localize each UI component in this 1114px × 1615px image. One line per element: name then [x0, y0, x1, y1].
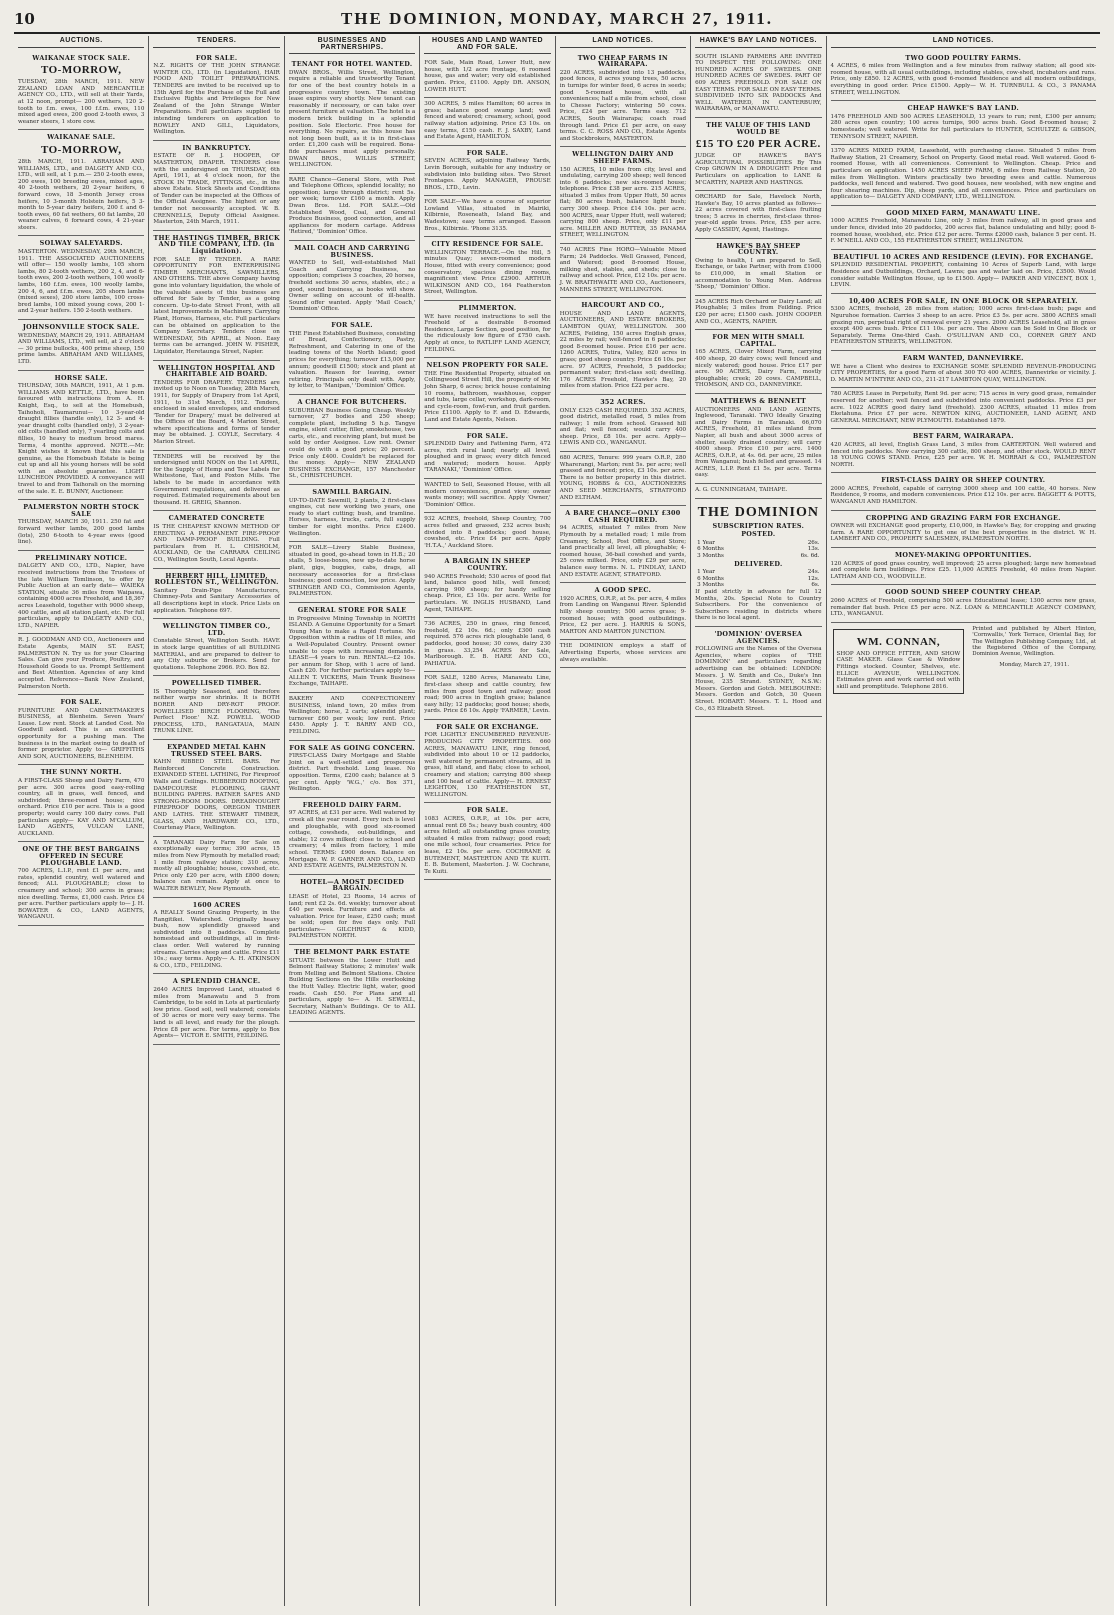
ad-body: 220 ACRES, subdivided into 13 paddocks, good fences, 8 acres young trees, 50 acres in turnips for winter feed, 6 acres in seeds; good 5-roomed house, with all conveniences; half a mile from school, close to Chesse Factory; wintering 50 cows. Price, £24 per acre. Terms easy. 712 ACRES, South Wairarapa; coach road through land. Price £1 per acre, on easy terms. C. C. ROSS AND CO., Estate Agents and Stockbrokers, MASTERTON.: [559, 69, 687, 142]
column-heading: LAND NOTICES.: [831, 36, 1096, 48]
advertisement: [560, 640, 686, 668]
ad-title: GENERAL STORE FOR SALE: [297, 605, 407, 614]
ad-title: 352 ACRES.: [600, 397, 646, 406]
ad-body: A TARANAKI Dairy Farm for Sale on exceptionally easy terms; 390 acres, 15 miles from New Plymouth by metalled road; 1 mile from railway station; 310 acres, mostly all ploughable; house, cowshed, etc. Price only £20 per acre, with £800 down; balance can remain. Apply at once to WALTER BEWLEY, New Plymouth.: [153, 839, 280, 892]
advertisement: [831, 101, 1096, 145]
ad-body: 780 ACRES Lease in Perpetuity, Rent 9d. per acre; 715 acres in very good grass, remainder reserved for another; well fenced and subdivided into convenient paddocks. Price £3 per acre. 1022 ACRES good dairy land (freehold). 2300 ACRES, situated 11 miles from Eketahuna. Price £7 per acre. NEWTON KING, AUCTIONEER, LAND AGENT, AND GENERAL MERCHANT, NEW PLYMOUTH. Established 1879.: [830, 391, 1097, 424]
ad-title: MAIL COACH AND CARRYING BUSINESS.: [294, 244, 410, 259]
ad-body: 165 ACRES, Clover Mixed Farm, carrying 400 sheep, 20 dairy cows; well fenced and nicely watered; good house. Price £17 per acre. 90 ACRES, Dairy Farm, mostly ploughable; creek; 20 cows. CAMPBELL, THOMSON, AND CO., DANNEVIRKE.: [695, 349, 822, 389]
column-auctions: [14, 36, 149, 1606]
advertisement: [695, 239, 821, 296]
rate-row: [695, 582, 821, 589]
ad-title: THE VALUE OF THIS LAND WOULD BE: [706, 120, 811, 136]
advertisement: [153, 451, 279, 512]
ad-title: HORSE SALE.: [54, 373, 108, 382]
ad-body: SPLENDID RESIDENTIAL PROPERTY, containing 10 Acres of Superb Land, with large Residence and Outbuildings, Orchard, Lawns; gas and water laid on. Price, £3500. Would consider suitable Wellington House, up to £1500. Apply— PARKER AND VINCENT, BOX 1, LEVIN.: [830, 262, 1097, 289]
advertisement: [560, 452, 686, 506]
advertisement: [424, 196, 550, 237]
ad-title: WELLINGTON DAIRY AND SHEEP FARMS.: [572, 150, 674, 165]
ad-title: GOOD SOUND SHEEP COUNTRY CHEAP.: [885, 588, 1042, 597]
ad-headline: TO-MORROW,: [40, 64, 122, 77]
advertisement: [695, 394, 821, 484]
advertisement: [424, 98, 550, 146]
oversea-agencies: [695, 627, 821, 717]
advertisement: [153, 898, 279, 975]
ad-body: WEDNESDAY, MARCH 29, 1911. ABRAHAM AND WILLIAMS, LTD., will sell, at 2 o'clock— 30 prime bullocks, 400 prime sheep, 150 prime lambs. ABRAHAM AND WILLIAMS, LTD.: [18, 332, 145, 365]
ad-title: JOHNSONVILLE STOCK SALE.: [22, 323, 140, 331]
ad-title: MONEY-MAKING OPPORTUNITIES.: [895, 551, 1032, 560]
ad-title: ONE OF THE BEST BARGAINS OFFERED IN SECURE PLOUGHABLE LAND.: [22, 845, 140, 867]
imprint-row: [831, 626, 1096, 698]
rate-period: 1 Year: [697, 569, 715, 576]
ad-body: 932 ACRES, freehold, Sheep Country, 700 acres felled and grassed, 232 acres bush; divided into 8 paddocks; good house, cowshed, etc. Price £4 per acre. Apply 'H.T.A.,' Auckland Store.: [424, 516, 551, 549]
rate-price: 26s.: [807, 539, 820, 546]
advertisement: [289, 57, 415, 174]
advertisement: [424, 672, 550, 720]
advertisement: [831, 388, 1096, 429]
delivered-rates-table: [695, 569, 821, 589]
advertisement: [289, 741, 415, 798]
ad-body: THE Finest Established Business, consisting of Bread, Confectionery, Pastry, Refreshment, and Catering in one of the leading towns of the North Island; good prices for everything; turnover £13,000 per annum; goodwill £1500; stock and plant at valuation. Reason for leaving, owner retiring. Principals only dealt with. Apply, by letter, to 'Manipan,' 'Dominion' Office.: [288, 330, 416, 390]
ad-body: N.Z. RIGHTS OF THE JOHN STRANGE WINTER CO., LTD. (in Liquidation), HAIR FOOD AND TOILET PREPARATIONS. TENDERS are invited to be received up to 15th April for the Purchase of the Full and Exclusive Rights and Privileges for New Zealand of the John Strange Winter Preparations. Full particulars supplied to intending tenderers on application to ROWLEY AND GILL, Liquidators, Wellington.: [153, 63, 280, 136]
ad-body: 1083 ACRES, O.R.P., at 10s. per acre, annual rent £6 5s.; heavy bush country, 400 acres felled; all outstanding grass country, situated 4 miles from railway; good road; one mile school, four creameries. Price for lease, £2 10s. per acre. COCHRANE & BUTEMENT, MASTERTON AND TE KUITI. E. B. Butement, Masterton. J. W. Cochrane, Te Kuiti.: [424, 816, 551, 875]
advertisement: [153, 619, 279, 676]
advertisement: [153, 837, 279, 898]
ad-title: BEAUTIFUL 10 ACRES AND RESIDENCE (LEVIN). FOR EXCHANGE.: [833, 252, 1094, 261]
advertisement: [831, 145, 1096, 206]
ad-title: TWO CHEAP FARMS IN WAIRARAPA.: [577, 53, 669, 69]
subscription-rates: [695, 499, 821, 627]
advertisement: [18, 51, 144, 131]
ad-title: PRELIMINARY NOTICE.: [35, 553, 128, 562]
ad-body: R. J. GOODMAN AND CO., Auctioneers and Estate Agents, MAIN ST. EAST, PALMERSTON N. Try us for your Clearing Sales. Can give your Produce, Poultry, and Household Goods to us. Prompt Settlement and Best Attention. Agencies of any kind accepted. Reference—Bank New Zealand, Palmerston North.: [18, 637, 145, 690]
advertisement: [831, 511, 1096, 548]
ad-body: DWAN BROS., Willis Street, Wellington, require a reliable and trustworthy Tenant for one of the best country hotels in a progressive country town. The existing lease expires very shortly. New tenant can reasonably if necessary, or can take over present furniture at valuation. The hotel is a modern brick building in a splendid position. Sole Electoric. Free house for everything. No repairs, as this house has not long been built, as it is in first-class order. £1,200 cash will be required. Bona-fide purchasers must apply personally. DWAN BROS., WILLIS STREET, WELLINGTON.: [288, 69, 416, 169]
ad-title: PLIMMERTON.: [458, 304, 517, 312]
ad-body: 680 ACRES, Tenure: 999 years O.R.P., 280 Wharerangi, Marton; rent 5s. per acre; well grassed and fenced; price, £3 10s. per acre. There is no better property in this district. YOUNG, HOBBS & CO., AUCTIONEERS AND SEED MERCHANTS, STRATFORD AND ELTHAM.: [559, 455, 687, 501]
ad-body: 2640 ACRES Improved Land, situated 6 miles from Manawatu and 5 from Cambridge, to be sold in Lots at particularly low price. Good soil, well watered; consists of 30 acres or more very easy terms. The land is all level, and ready for the plough. Price £8 per acre. For terms, apply to Box Agents— VICTOR E. SMITH, FEILDING.: [153, 987, 280, 1040]
advertisement: [695, 51, 821, 118]
oversea-body: FOLLOWING are the Names of the Oversea Agencies, where copies of 'THE DOMINION' and particulars regarding advertising can be obtained: LONDON: Messrs. J. W. Smith and Co., Duke's Inn House, 235 Strand. SYDNEY, N.S.W.: Messrs. Gordon and Gotch. MELBOURNE: Messrs. Gordon and Gotch, 30 Queen Street. HOBART: Messrs. T. L. Hood and Co., 63 Elizabeth Street.: [695, 646, 822, 712]
advertisement: [153, 740, 279, 837]
advertisement: [18, 634, 144, 695]
ad-body: SITUATE between the Lower Hutt and Belmont Railway Stations; 2 minutes' walk from Melling and Belmont Stations. Choice Building Sections on the Hills overlooking the Hutt Valley. Electric light, water, good roads. Cash £50. For Plans and all particulars, apply to— A. H. SEWELL, Secretary, Nathan's Buildings. Or to ALL LEADING AGENTS.: [288, 957, 416, 1017]
ad-body: UP-TO-DATE Sawmill, 2 plants, 2 first-class engines, cut new working two years, one ready to start cutting; bush, and tramline. Horses, harness, trucks, carts, full supply timber for eight months. Price £2400. Wellington.: [288, 497, 416, 537]
ad-body: FOR SALE BY TENDER. A RARE OPPORTUNITY FOR ENTERPRISING TIMBER MERCHANTS, SAWMILLERS, AND OTHERS. THE above Company having gone into voluntary liquidation, the whole of the valuable assets of this business are offered for Sale by Tender, as a going concern. Up-to-date Street Front, with all latest Improvements in Machinery. Carrying Plant, Horses, Harness, etc. Full particulars can be obtained on application to the Company Secretary. Tenders close on WEDNESDAY, 5th APRIL, at Noon. Easy terms can be arranged. JOHN W. FISHER, Liquidator, Heretaunga Street, Napier.: [153, 256, 280, 355]
page-number: 10: [14, 10, 35, 28]
rate-price: 6s.: [811, 582, 820, 589]
advertisement: [18, 551, 144, 635]
delivered-label: DELIVERED.: [734, 559, 783, 568]
ad-body: WE have a Client who desires to EXCHANGE SOME SPLENDID REVENUE-PRODUCING CITY PROPERTIES, for a good Farm of about 300 TO 400 ACRES, Dannevirke or vicinity. J. D. MARTIN M'INTYRE AND CO., 211-217 LAMBTON QUAY, WELLINGTON.: [830, 363, 1097, 383]
columns: [14, 36, 1100, 1606]
ad-title: 1600 ACRES: [192, 900, 241, 909]
ad-body: 94 ACRES, situated 7 miles from New Plymouth by a metalled road; 1 mile from Creamery, School, Post Office, and Store; land practically all level, all ploughable; 4-roomed house, 36-bail cowshed and yards, 25 cows milked. Price, only £29 per acre, balance easy terms. N. L. FINDLAY, LAND AND ESTATE AGENT, STRATFORD.: [559, 525, 687, 578]
ad-headline: TO-MORROW,: [40, 143, 122, 156]
ad-body: SEVEN ACRES, adjoining Railway Yards, Levin Borough, suitable for any industry or subdivision into building sites. Two Street Frontages. Apply MANAGER, PROUSE BROS., LTD., Levin.: [424, 158, 551, 191]
ad-title: THE BELMONT PARK ESTATE: [294, 948, 410, 957]
ad-title: NELSON PROPERTY FOR SALE.: [426, 361, 549, 370]
column-hawkes-bay: [691, 36, 826, 1606]
ad-title: A BARE CHANCE—ONLY £300 CASH REQUIRED.: [565, 509, 681, 524]
ad-body: ONLY £325 CASH REQUIRED. 352 ACRES, good district, metalled road, 5 miles from railway; 1 mile from school. Grassed hill and flat; well fenced; would carry 400 sheep. Price, £8 10s. per acre. Apply— LEWIS AND CO., WANGANUI.: [559, 407, 687, 447]
ad-title: A GOOD SPEC.: [594, 586, 652, 595]
connan-title: WM. CONNAN,: [856, 635, 941, 648]
ad-title: TENANT FOR HOTEL WANTED.: [291, 60, 413, 69]
advertisement: [424, 803, 550, 880]
masthead-title: THE DOMINION, MONDAY, MARCH 27, 1911.: [340, 9, 774, 28]
ad-body: A. G. CUNNINGHAM, TAIHAPE.: [695, 487, 788, 494]
ad-body: 5300 ACRES, freehold, 28 miles from station; 1000 acres first-class bush; page and Nguruhoe formation. Carries 3 sheep to an acre. Price £3 5s. per acre. 3800 ACRES small grazing run, perpetual right of renewal every 21 years. 2000 ACRES Leasehold, all in grass except 400 acres bush. Price £11 10s. per acre. The Above can be Sold in One Block or Separately. Terms One-third Cash. O'SULLIVAN AND CO., CORNER GREY AND FEATHERSTON STREETS, WELLINGTON.: [830, 306, 1097, 346]
advertisement: [424, 479, 550, 513]
advertisement: [424, 237, 550, 301]
subscription-title: THE DOMINION: [697, 504, 819, 520]
rate-period: 3 Months: [697, 582, 724, 589]
ad-body: THURSDAY, MARCH 30, 1911. 250 fat and forward wether lambs, 200 good lambs (lots), 250 6-tooth to 4-year ewes (good line).: [18, 519, 145, 546]
advertisement: [289, 945, 415, 1022]
ad-body: FURNITURE AND CABINETMAKER'S BUSINESS, at Blenheim. Seven Years' Lease. Low rent. Stock at Landed Cost. No Goodwill asked. This is an excellent opportunity for a pushing man. The business is in the market owing to death of former proprietor. Apply to— GRIFFITHS AND SON, AUCTIONEERS, BLENHEIM.: [18, 707, 145, 760]
ad-body: OWNER will EXCHANGE good property, £10,000, in Hawke's Bay, for cropping and grazing farm. A RARE OPPORTUNITY to get one of the best properties in the district. W. H. LAMBERT AND CO., PROPERTY SALESMEN, PALMERSTON NORTH.: [830, 523, 1097, 543]
advertisement: [560, 244, 686, 298]
advertisement: [18, 320, 144, 371]
advertisement: [153, 51, 279, 141]
ad-body: A FIRST-CLASS Sheep and Dairy Farm, 470 per acre. 300 acres good easy-rolling country, all in grass, well fenced, and subdivided; three-roomed house; nice orchard. Price £10 per acre. This is a good property; would carry 100 dairy cows. Full particulars apply— KAY AND M'CALLUM, LAND AGENTS, VULCAN LANE, AUCKLAND.: [18, 778, 145, 837]
rate-period: 6 Months: [697, 546, 724, 553]
advertisement: [560, 506, 686, 583]
ad-body: 300 ACRES, 5 miles Hamilton; 60 acres in grass; balance good swamp land; well fenced and watered; creamery, school, good railway station adjoining. Price £3 10s. on easy terms, £150 cash. F. J. SAXBY, Land and Estate Agent, HAMILTON.: [424, 101, 551, 141]
ad-title: CROPPING AND GRAZING FARM FOR EXCHANGE.: [865, 513, 1061, 522]
rate-row: [695, 553, 821, 560]
rate-row: [695, 540, 821, 547]
ad-title: FOR SALE.: [331, 320, 373, 329]
ad-title: FOR SALE.: [466, 431, 509, 440]
advertisement: [831, 250, 1096, 294]
ad-body: 1370 ACRES MIXED FARM, Leasehold, with purchasing clause. Situated 5 miles from Railway Station, 21 Creamery, School on Property. Good metal road. Well watered. Good 6-roomed House, with all conveniences. Convenient to Wellington. Cheap. Price and particulars on application. 1450 ACRES SHEEP FARM, 6 miles from Railway Station, 20 miles from Wellington. Winters practically two breeding ewes and cattle. Numerous paddocks, well fenced and watered. Two good houses, new woolshed, with new engine and four shearing machines. Dip, sheep yards, and all conveniences. Price and particulars on application to— DALGETY AND COMPANY, LTD., WELLINGTON.: [830, 148, 1097, 201]
ad-body: SPLENDID Dairy and Fattening Farm, 472 acres, rich rural land; nearly all level, ploughed and in grass; every ditch fenced and watered; modern house. Apply 'TARANAKI,' 'Dominion' Office.: [424, 441, 551, 474]
ad-title: THE SUNNY NORTH.: [40, 768, 122, 777]
ad-title: TWO GOOD POULTRY FARMS.: [905, 53, 1022, 62]
column-houses-and-land: [420, 36, 555, 1606]
ad-body: SOUTH ISLAND FARMERS ARE INVITED TO INSPECT THE FOLLOWING: ONE HUNDRED ACRES OF SWEDES. ONE HUNDRED ACRES OF SWEDES. PART OF 609 ACRES FREEHOLD. FOR SALE ON EASY TERMS. FOR SALE ON EASY TERMS. SUBDIVIDED INTO SIX PADDOCKS And WELL WATERED, IN CANTERBURY, WAIRARAPA, or MANAWATU.: [695, 53, 822, 113]
column-heading: TENDERS.: [153, 36, 279, 48]
ad-title: EXPANDED METAL KAHN TRUSSED STEEL BARS.: [167, 743, 267, 758]
ad-title: A BARGAIN IN SHEEP COUNTRY.: [444, 557, 531, 572]
ad-title: MATTHEWS & BENNETT: [710, 396, 807, 405]
advertisement: [424, 618, 550, 672]
advertisement: [831, 585, 1096, 622]
advertisement: [18, 371, 144, 501]
rate-row: [695, 546, 821, 553]
ad-body: FOR Sale, Main Road, Lower Hutt, new house, with 1/2 acre frontage, 6 roomed house, gas and water; very old established garden. Price, £1100. Apply DR. ANSON, LOWER HUTT.: [424, 60, 551, 93]
ad-body: 245 ACRES Rich Orchard or Dairy Land; all Ploughable; 3 miles from Feilding. Price £20 per acre; £1500 cash. JOHN COOPER AND CO., AGENTS, NAPIER.: [695, 298, 822, 325]
ad-body: DALGETY AND CO., LTD., Napier, have received instructions from the Trustees of the late William Tomlinson, to offer by Public Auction at an early date— WAIEKA STATION, situate 36 miles from Waipawa, containing 4000 acres Freehold, and 18,367 acres Leasehold, together with 9000 sheep, 400 cattle, and all station plant, etc. For full particulars, apply to DALGETY AND CO., LTD., NAPIER.: [18, 563, 145, 629]
ad-title: A SPLENDID CHANCE.: [172, 977, 261, 986]
advertisement: [18, 765, 144, 842]
ad-body: 97 ACRES, at £31 per acre. Well watered by creek all the year round. Every inch is level and ploughable, with good six-roomed cottage, cowsheds, out-buildings, and stable; 12 cows milked; close to school and creamery; 4 miles from factory, 1 mile school. TERMS: £900 down. Balance on Mortgage. W. P. GARNER AND CO., LAND AND ESTATE AGENTS, PALMERSTON N.: [288, 810, 416, 870]
ad-title: HAWKE'S BAY SHEEP COUNTRY.: [716, 241, 801, 257]
advertisement: [153, 231, 279, 361]
ad-title: PALMERSTON NORTH STOCK SALE: [23, 503, 140, 518]
rate-price: 12s.: [807, 575, 820, 582]
advertisement: [153, 511, 279, 568]
ad-body: 1920 ACRES, O.R.P., at 5s. per acre, 4 miles from Landing on Wanganui River. Splendid hilly sheep country; 500 acres grass; 9-roomed house; with good outbuildings. Price, £2 per acre. J. HARRIS & SONS, MARTON AND MARTON JUNCTION.: [559, 595, 687, 635]
advertisement: [289, 693, 415, 741]
ad-title: THE HASTINGS TIMBER, BRICK AND TILE COMPANY, LTD. (In Liquidation).: [153, 233, 280, 256]
ad-body: Owing to health, I am prepared to Sell, Exchange, or take Partner, with from £1000 to £10,000, in small Station or accommodation to Young Men. Address 'Sheep,' 'Dominion' Office.: [695, 257, 822, 291]
printer-imprint: [972, 626, 1096, 698]
advertisement: [695, 330, 821, 394]
advertisement: [424, 358, 550, 428]
subscription-note: If paid strictly in advance for full 12 Months, 20s. Special Note to Country Subscribers. For the convenience of Subscribers residing in districts where there is no local agent.: [695, 589, 822, 622]
ad-body: FIRST-CLASS Dairy Mortgage and Stable Joint on a well-settled and prosperous district. Part freehold. Long lease. No opposition. Terms, £200 cash; balance at 5 per cent. Apply 'W.G.,' c/o. Box 371, Wellington.: [288, 753, 416, 793]
advertisement: [18, 236, 144, 320]
advertisement: [153, 676, 279, 740]
ad-body: 1000 ACRES Freehold, Manawatu Line, only 3 miles from railway, all in good grass and under fence, divided into 20 paddocks, 200 acres flat, balance undulating and hilly; good 8-roomed house, woolshed, etc. Price £12 per acre. Terms £2000 cash, balance 5 per cent. H. F. M'NEILL AND CO., 155 FEATHERSTON STREET, WELLINGTON.: [830, 218, 1097, 245]
advertisement: [424, 429, 550, 480]
ad-title: FIRST-CLASS DAIRY OR SHEEP COUNTRY.: [881, 476, 1046, 485]
ad-body: FOR SALE—We have a course of superior Lowland Villas, situated in Mairiki, Kilbirnie, Roseneath, Island Bay, and Wadestown; easy terms arranged. Easson Bros., Kilbirnie. 'Phone 3135.: [424, 199, 551, 232]
printer-text: Printed and published by Albert Hinton, 'Cornwallis,' York Terrace, Oriental Bay, for The Wellington Publishing Company, Ltd., at the Registered Office of the Company, Dominion Avenue, Wellington.: [972, 625, 1097, 658]
advertisement: [289, 485, 415, 542]
column-heading: AUCTIONS.: [18, 36, 144, 48]
advertisement: [289, 798, 415, 875]
ad-title: FOR SALE.: [466, 148, 509, 157]
ad-title: GOOD MIXED FARM, MANAWATU LINE.: [886, 208, 1041, 217]
advertisement: [18, 500, 144, 551]
rate-row: [695, 576, 821, 583]
ad-headline: £15 TO £20 PER ACRE.: [695, 138, 821, 151]
rate-period: 1 Year: [697, 539, 715, 546]
rate-period: 6 Months: [697, 575, 724, 582]
ad-title: CHEAP HAWKE'S BAY LAND.: [907, 104, 1020, 113]
ad-body: THURSDAY, 30th MARCH, 1911, At 1 p.m. WILLIAMS AND KETTLE, LTD., have been favoured with instructions from A. H. Knight, Esq., to sell at the Homebush, Taihoholi, Taumarunui— 10 3-year-old draught fillies (handle only), 12 3- and 4-year draught colts (handled only), 3 2-year-old colts (handled only), 7 yearling colts and fillies, 10 heavy to medium brood mares. Terms, 4 months approved. NOTE.—Mr. Knight wishes it known that this sale is genuine, as the Homebush Estate is being cut up and all his young horses will be sold with an absolute guarantee. LIGHT LUNCHEON PROVIDED. A conveyance will travel to and from Taihorali on the morning of the sale. E. E. BUNNY, Auctioneer.: [18, 383, 145, 495]
ad-title: FREEHOLD DAIRY FARM.: [302, 800, 402, 809]
ad-body: IS Thoroughly Seasoned, and therefore neither warps nor shrinks. It is BOTH BORER AND DRY-ROT PROOF. POWELLISED BIRCH FLOORING, 'The Perfect Floor.' N.Z. POWELL WOOD PROCESS, LTD., RANGATAUA, MAIN TRUNK LINE.: [153, 688, 280, 735]
advertisement: [289, 603, 415, 693]
advertisement: [424, 146, 550, 197]
ad-body: FOR SALE—Livery Stable Business, situated in good, go-ahead town in H.B.; 20 stalls, 5 loose-boxes, new up-to-date horse plant, gigs, buggies, cabs, drags, all necessary accessories for a first-class business; good connection, low price. Apply STRINGER AND CO., Commission Agents, PALMERSTON.: [288, 545, 416, 598]
ad-title: SAWMILL BARGAIN.: [312, 488, 392, 497]
ad-body: MASTERTON. WEDNESDAY, 29th MARCH, 1911. THE ASSOCIATED AUCTIONEERS will offer— 150 woolly lambs, 105 shorn lambs, 80 2-tooth wethers, 200 2, 4, and 6-tooth ewes, 200 2-tooth wethers, 100 woolly lambs, 160 f.f.m. ewes, 100 woolly lambs, 200 4, 6, and f.f.m. ewes, 205 shorn lambs (mixed sexes), 200 store lambs, 100 cross-bred lambs, 100 mixed young cows, 200 1- and 2-year heifers. 150 2-tooth wethers.: [18, 249, 145, 315]
ad-body: IS THE CHEAPEST KNOWN METHOD OF ERECTING A PERMANENT FIRE-PROOF AND DAMP-PROOF BUILDING. Full particulars from H. L. CHISHOLM, AUCKLAND, Or the CARRARA CEILING CO., Wellington South, Local Agents.: [153, 524, 280, 563]
ad-body: WE have received instructions to sell the Freehold of a desirable 8-roomed Residence, Large Section, good position, for the ridiculously low figure of £750 cash. Apply at once, to RATLIFF LAND AGENCY, FEILDING.: [424, 313, 551, 353]
ad-body: 420 ACRES, all level, English Grass Land, 3 miles from CARTERTON. Well watered and fenced into paddocks. Now carrying 300 cattle, 800 sheep, and other stock. WOULD RENT 18 YOUNG COWS STAND. Price, £25 per acre. W. H. MORRAH & CO., PALMERSTON NORTH.: [830, 441, 1097, 468]
ad-title: A CHANCE FOR BUTCHERS.: [297, 397, 407, 406]
rate-period: 3 Months: [697, 553, 724, 560]
ad-body: 4 ACRES, 6 miles from Wellington and a few minutes from railway station; all good six-roomed house, with all usual outbuildings, including stables, cow-shed, incubators and runs. Price, only £850. 12 ACRES, with good 6-roomed Residence and all modern outbuildings, everything in good order. Price £1500. Apply— W. H. TURNBULL & CO., 3 PANAMA STREET, WELLINGTON.: [830, 63, 1097, 96]
ad-body: LEASE of Hotel, 23 Rooms, 14 acres of land; rent £2 2s. 6d. weekly; turnover about £40 per week. Furniture and effects at valuation. Price for lease, £250 cash; must be sold; open for five days only. Full particulars— GILCHRIST & KIDD, PALMERSTON NORTH.: [288, 893, 416, 940]
ad-title: SOLWAY SALEYARDS.: [39, 239, 123, 248]
ad-title: HOTEL—A MOST DECIDED BARGAIN.: [300, 877, 405, 893]
ad-body: KAHN RIBBED STEEL BARS. For Reinforced Concrete Construction. EXPANDED STEEL LATHING, For Fireproof Walls and Ceilings. RUBBEROID ROOFING, DAMPCOURSE FLOORING, GIANT BUILDING PAPERS. RATNER SAFES AND STRONG-ROOM DOORS. DREADNOUGHT FIREPROOF DOORS, OREGON TIMBER AND LATHS. THE STEWART TIMBER, GLASS, AND HARDWARE CO., LTD., Courtenay Place, Wellington.: [153, 759, 280, 832]
ad-body: FOR SALE, 1280 Acres, Manawatu Line, first-class sheep and cattle country, few miles from good town and railway; good road; 900 acres in English grass; balance easy hilly; 12 paddocks; good house; sheds, yards. Price £6 10s. Apply 'FARMER,' Levin.: [424, 675, 551, 715]
ad-body: WANTED to Sell, Seasoned House, with all modern conveniences, grand view; owner wants money; will sacrifice. Apply 'Owner,' 'Dominion' Office.: [424, 482, 551, 508]
column-businesses: [285, 36, 420, 1606]
column-heading: LAND NOTICES.: [560, 36, 686, 48]
ad-body: WANTED to Sell, well-established Mail Coach and Carrying Business, no opposition; comprises 3 coaches, 20 horses, freehold sections 30 acres, stables, etc.; a good, sound business, as books will show. Owner selling on account of ill-health. Sound offer wanted. Apply 'Mail Coach,' 'Dominion' Office.: [288, 260, 416, 313]
ad-body: TENDERS FOR DRAPERY. TENDERS are invited up to Noon on Tuesday, 28th March, 1911, for Supply of Drapery from 1st April, 1911, to 31st March, 1912. Tenders, enclosed in sealed envelopes, and endorsed 'Tender for Drapery,' must be delivered at the Offices of the Board, 4 Marion Street, where specifications and forms of tender may be obtained. J. COYLE, Secretary. 4 Marion Street.: [153, 379, 280, 446]
advertisement: [153, 141, 279, 231]
subscription-subtitle: SUBSCRIPTION RATES.: [712, 521, 805, 530]
posted-rates-table: [695, 540, 821, 560]
ad-body: 1476 FREEHOLD AND 500 ACRES LEASEHOLD, 13 years to run; rent, £300 per annum; 280 acres open country; 100 acres turnips, 900 acres bush. Good 8-roomed house; 2 homesteads; well watered. Write for full particulars to HUNTER, SCHULTZE & GIBSON, TENNYSON STREET, NAPIER.: [830, 113, 1097, 140]
advertisement: [831, 294, 1096, 351]
ad-body: 736 ACRES, 250 in grass, ring fenced, freehold, £2 10s. 6d.; only £300 cash required. 576 acres rich ploughable land, 6 paddocks, good house; 30 cows, dairy 230 in grass. 33,254 ACRES for Sale, Marlborough. E. B. HARE AND CO., PAHIATUA.: [424, 621, 551, 667]
ad-body: WELLINGTON TERRACE.—On the Hill, 5 minutes Quay; seven-roomed modern House, fitted with every convenience; good conservatory, spacious dining rooms, magnificent view. Price £2900. ARTHUR WILKINSON AND CO., 164 Featherston Street, Wellington.: [424, 249, 551, 296]
advertisement: [695, 118, 821, 191]
ad-body: 28th MARCH, 1911. ABRAHAM AND WILLIAMS, LTD., and DALGETY AND CO., LTD., will sell, at 1 p.m.— 250 2-tooth ewes, 200 ewes, 100 breeding ewes, mixed ages, 40 2-tooth wethers, 20 2-year heifers, 6 forward cows, 18 3-month Jersey cross heifers, 10 3-month Holstein heifers, 5 3-month to 5-year dairy heifers, 200 f. and 6-tooth ewes, 60 fat wethers, 60 fat lambs, 20 weaner calves, 6 forward cows, 4 21-year steers.: [18, 158, 145, 231]
ad-body: RARE Chance—General Store, with Post and Telephone Offices, splendid locality; no opposition; large through district; rent 5s. per week; turnover £160 a month. Apply Dwan Bros. Ltd. FOR SALE.—Old Established Wood, Coal, and General Produce Business, good connection, and all appliances for modern cartage. Address 'Retired,' 'Dominion' Office.: [288, 176, 416, 236]
ad-title: FOR SALE OR EXCHANGE.: [436, 722, 539, 731]
ad-body: Sanitary Drain-Pipe Manufacturers, Chimney-Pots and Sanitary Accessories of all descriptions kept in stock. Price Lists on application. Telephone 697.: [153, 587, 280, 614]
advertisement: [831, 548, 1096, 585]
ad-body: ESTATE OF R. J. HOOPER, OF MASTERTON, DRAPER. TENDERS close with the undersigned on THURSDAY, 6th April, 1911, at 4 o'clock noon, for the STOCK IN TRADE, FITTINGS, etc., in the above Estate. Stock Sheets and Conditions of Tender can be inspected at the Offices of the Official Assignee. The highest or any tender not necessarily accepted. W. B. CRENNELLS, Deputy Official Assignee. Masterton, 24th March, 1911.: [153, 153, 280, 226]
advertisement: [424, 513, 550, 554]
ad-title: FOR SALE.: [466, 806, 509, 815]
ad-title: WELLINGTON TIMBER CO., LTD.: [162, 622, 271, 637]
rate-price: 13s.: [807, 546, 820, 553]
ad-body: 150 ACRES, 10 miles from city, level and undulating, carrying 200 sheep; well fenced into 6 paddocks; new six-roomed house; telephone. Price £38 per acre. 215 ACRES, situated 3 miles from Upper Hutt, 50 acres flat; 80 acres bush, balance light bush; carry 300 sheep. Price £14 10s. per acre. 500 ACRES, near Upper Hutt, well watered; carrying 800 sheep. Price, only £11 per acre. MILLER AND RUTTER, 35 PANAMA STREET, WELLINGTON.: [559, 166, 687, 239]
ad-body: JUDGE OF HAWKE'S BAY'S AGRICULTURAL POSSIBILITIES By This Crop GROWN IN A DROUGHT! Price and Particulars on application to LANE & M'CARTHY, NAPIER AND HASTINGS.: [695, 153, 822, 186]
oversea-title: 'DOMINION' OVERSEA AGENCIES.: [714, 629, 803, 645]
ad-title: CAMERATED CONCRETE: [168, 514, 265, 523]
ad-body: THE Fine Residential Property, situated on Collingwood Street Hill, the property of Mr. John Sharp, 6 acres; brick house containing 10 rooms, bathroom, washhouse, copper and tubs, large cellar, workshop, dark-room, and cycle-room, fowl-run, and fruit garden. Price £1100. Apply to F. and D. Edwards, Land and Estate Agents, Nelson.: [424, 370, 551, 423]
advertisement: [153, 361, 279, 451]
advertisement: [831, 429, 1096, 473]
advertisement: [695, 296, 821, 330]
advertisement: [560, 51, 686, 148]
ad-title: HERBERT HILL, LIMITED, ROLLESTON ST., WELLINGTON.: [154, 571, 279, 587]
advertisement: [18, 695, 144, 765]
advertisement: [289, 174, 415, 241]
ad-title: WAIKANAE SALE.: [47, 133, 116, 142]
ad-body: FOR LIGHTLY ENCUMBERED REVENUE-PRODUCING CITY PROPERTIES. 660 ACRES, MANAWATU LINE, ring fenced, subdivided into about 10 or 12 paddocks, well watered by permanent streams, all in grass, hill stand, and flats; close to school, creamery and station; carrying 800 sheep and 100 head of cattle. Apply— H. ERNEST LEIGHTON, 130 FEATHERSTON ST., WELLINGTON.: [424, 732, 551, 798]
ad-body: 2060 ACRES of Freehold, comprising 500 acres Educational lease; 1300 acres new grass, remainder flat bush. Price £5 per acre. N.Z. LOAN & MERCANTILE AGENCY COMPANY, LTD., WANGANUI.: [830, 598, 1097, 618]
advertisement: [424, 720, 550, 804]
ad-body: 740 ACRES Fine HORO—Valuable Mixed Farm; 24 Paddocks. Well Grassed, Fenced, and Watered; good 8-roomed House, milking shed, stables, and sheds; close to railway and school. Price, £12 10s. per acre. J. W. BRAITHWAITE AND CO., Auctioneers, MANNERS STREET, WELLINGTON.: [559, 247, 687, 293]
advertisement: [424, 57, 550, 98]
ad-title: FARM WANTED, DANNEVIRKE.: [902, 353, 1024, 362]
ad-title: POWELLISED TIMBER.: [171, 679, 262, 688]
ad-body: 120 ACRES of good grass country, well improved; 25 acres ploughed; large new homestead and complete farm buildings. Price £25. 11,000 ACRES Freehold, 40 miles from Napier. LATHAM AND CO., WOODVILLE.: [830, 560, 1097, 580]
masthead: [14, 6, 1100, 34]
ad-body: TUESDAY, 28th MARCH, 1911. NEW ZEALAND LOAN AND MERCANTILE AGENCY CO., LTD., will sell at their Yards, at 12 noon, prompt— 200 wethers, 120 2-tooth to f.m. ewes, 100 f.f.m. ewes, 110 mixed aged ewes, 200 good 2-tooth ewes, 3 weaner steers, 1 store cow.: [18, 79, 145, 125]
advertisement: [18, 842, 144, 926]
advertisement: [289, 395, 415, 485]
advertisement: [289, 318, 415, 395]
advertisement: [560, 395, 686, 452]
connan-advert: [833, 629, 965, 695]
column-heading: HOUSES AND LAND WANTED AND FOR SALE.: [424, 36, 550, 54]
ad-title: FOR SALE AS GOING CONCERN.: [289, 743, 415, 752]
ad-body: TENDERS will be received by the undersigned until NOON on the 1st APRIL, for the Supply of Hemp and Tow Labels for Whitestone, Tasi, and Foxton Mills. The labels to be made in accordance with Government regulations, and delivered as required. Estimated requirements about ten thousand. H. GREIG, Shannon.: [153, 453, 280, 506]
imprint-date: Monday, March 27, 1911.: [999, 661, 1070, 668]
advertisement: [424, 301, 550, 358]
advertisement: [831, 51, 1096, 102]
advertisement: [560, 298, 686, 395]
ad-title: WAIKANAE STOCK SALE.: [32, 53, 131, 62]
ad-body: HOUSE AND LAND AGENTS, AUCTIONEERS, AND ESTATE BROKERS, LAMBTON QUAY, WELLINGTON. 300 ACRES, Feilding, 150 acres English grass, 22 miles by rail; well-fenced in 6 paddocks; good 8-roomed house. Price £16 per acre. 1260 ACRES, Tutira, Valley, 820 acres in grass; good sheep country. Price £6 10s. per acre. 97 ACRES, Freehold, 5 paddocks; permanent water; first-class soil; dwelling. 176 ACRES Freehold, Hawke's Bay, 20 miles from station. Price £22 per acre.: [559, 310, 687, 390]
advertisement: [289, 542, 415, 603]
ad-body: SUBURBAN Business Going Cheap. Weekly turnover, 27 bodies and 250 sheep; complete plant, including 5 h.p. Tangye engine, silent cutter, filler, smokehouse, two carts, etc., and receiving plant, but must be sold by order Assignee. Low rent. Owner could do with a good price; 20 percent. Price only £400. Couldn't be replaced for the money. Apply— NEW ZEALAND BUSINESS EXCHANGE, 157 Manchester St., CHRISTCHURCH.: [288, 407, 416, 480]
ad-title: IN BANKRUPTCY.: [182, 143, 251, 152]
connan-body: SHOP AND OFFICE FITTER, AND SHOW CASE MAKER. Glass Case & Window Fittings stocked. Counter, Shelves, etc. ELLICE AVENUE, WELLINGTON. Estimates given and work carried out with skill and promptitude. Telephone 2816.: [836, 650, 961, 690]
advertisement: [153, 974, 279, 1044]
advertisement: [831, 351, 1096, 388]
ad-title: FOR SALE.: [195, 53, 238, 62]
ad-title: FOR MEN WITH SMALL CAPITAL.: [712, 333, 805, 348]
advertisement: [153, 569, 279, 620]
ad-body: A REALLY Sound Grazing Property, in the Rangitikei. Watershed. Originally heavy bush, now splendidly grassed and subdivided into 8 paddocks. Complete homestead and outbuildings, all in first-class order. Well watered by running streams. Carries sheep and cattle. Price £11 10s.; easy terms. Apply— A. H. ATKINSON & CO., LTD., FEILDING.: [153, 910, 280, 969]
advertisement: [18, 130, 144, 236]
advertisement: [289, 875, 415, 945]
ad-body: in Progressive Mining Township in NORTH ISLAND. A Genuine Opportunity for a Smart Young Man to make a Rapid Fortune. No Opposition within a radius of 18 miles, and a Well-Populated Country. Present owner unable to cope with increasing demands. LEASE—4 years to run. RENTAL—£2 10s. per annum for Shop, with 1 acre of land. Cash £20. For further particulars apply to— ALLEN T. VICKERS, Main Trunk Business Exchange, TAIHAPE.: [288, 615, 416, 688]
ad-body: 700 ACRES, L.I.P., rent £1 per acre, and rates, splendid country, well watered and fenced; ALL PLOUGHABLE; close to creamery and school; 300 acres in grass; nice dwelling. Terms, £1,000 cash. Price £4 per acre. Further particulars apply to— J. H. BOWATER & CO., LAND AGENTS, WANGANUI.: [18, 868, 145, 921]
advertisement: [289, 241, 415, 318]
posted-label: POSTED.: [741, 530, 776, 539]
advertisement: [831, 473, 1096, 510]
column-heading: HAWKE'S BAY LAND NOTICES.: [695, 36, 821, 48]
ad-title: HARCOURT AND CO.,: [581, 301, 665, 310]
ad-title: CITY RESIDENCE FOR SALE.: [431, 240, 544, 249]
rate-row: [695, 569, 821, 576]
advertisement: [695, 484, 821, 499]
ad-body: AUCTIONEERS AND LAND AGENTS, Inglewood, Taranaki. TWO Ideally Grazing and Dairy Farms in Taranaki. 66,070 ACRES, Freehold, 81 miles inland from Napier, all bush and about 3000 acres of shelter, easily drained country; will carry 4000 sheep. Price £10 per acre. 1400 ACRES, O.R.P., at 4s. 6d. per acre, 25 miles from Wanganui; bush felled and grassed. 14 ACRES, L.I.P. Rent £1 5s. per acre. Terms easy.: [695, 406, 822, 479]
advertisement: [424, 554, 550, 618]
ad-body: BAKERY AND CONFECTIONERY BUSINESS, inland town, 20 miles from Wellington; horse, 2 carts; splendid plant; turnover £60 per week; low rent. Price £450. Apply J. T. BARRY AND CO., FEILDING.: [288, 696, 416, 736]
rate-price: 24s.: [807, 569, 820, 576]
column-land-notices-right: [827, 36, 1100, 1606]
ad-body: ORCHARD for Sale, Havelock North, Hawke's Bay, 10 acres planted as follows—22 acres covered with first-class fruiting trees; 5 acres in cherries, first-class three-year-old apple trees. Price, £55 per acre. Apply CASSIDY, Agent, Hastings.: [695, 194, 822, 234]
advertisement: [695, 191, 821, 239]
column-tenders: [149, 36, 284, 1606]
ad-title: 10,400 ACRES FOR SALE, IN ONE BLOCK OR SEPARATELY.: [848, 296, 1078, 305]
advertisement: [560, 147, 686, 244]
column-land-notices: [556, 36, 691, 1606]
ad-body: THE DOMINION employs a staff of Advertising Experts, whose services are always available.: [559, 643, 687, 663]
advertisement: [831, 206, 1096, 250]
rate-price: 6s. 6d.: [800, 553, 820, 560]
ad-title: BEST FARM, WAIRARAPA.: [912, 432, 1014, 441]
advertisement: [560, 583, 686, 640]
ad-title: FOR SALE.: [60, 698, 102, 707]
column-heading: BUSINESSES AND PARTNERSHIPS.: [289, 36, 415, 54]
ad-body: 940 ACRES Freehold; 530 acres of good flat land, balance good hills, well fenced; carrying 900 sheep; for handy selling cheap. Price, £3 10s. per acre. Write for particulars. W. INGLIS HUSBAND, Land Agent, TAIHAPE.: [424, 573, 551, 613]
ad-body: 2000 ACRES, Freehold, capable of carrying 3000 sheep and 100 cattle, 40 horses. New Residence, 9 rooms, and modern conveniences. Price £12 10s. per acre. BAGGETT & POTTS, WANGANUI AND HAMILTON.: [830, 485, 1097, 506]
ad-title: WELLINGTON HOSPITAL AND CHARITABLE AID BOARD.: [158, 363, 276, 379]
ad-body: Constable Street, Wellington South. HAVE in stock large quantities of all BUILDING MATERIAL, and are prepared to deliver to any City suburbs or Brokers. Send for quotations. Telephone 2966. P.O. Box 82.: [153, 638, 280, 671]
